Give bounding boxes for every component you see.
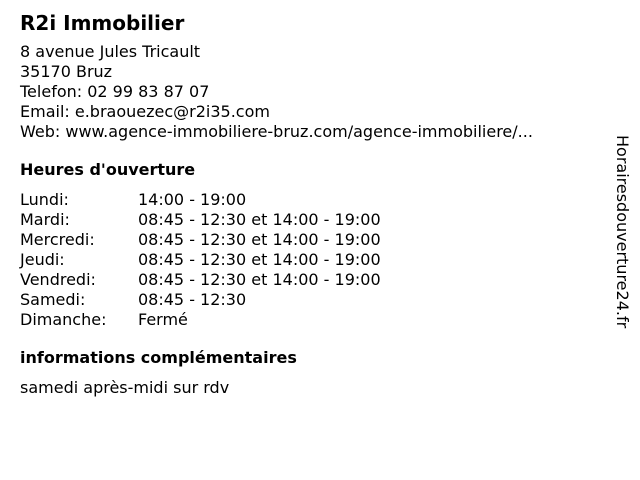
info-text: samedi après-midi sur rdv <box>20 378 230 397</box>
hours-row-tuesday <box>20 210 600 230</box>
phone-text: Telefon: 02 99 83 87 07 <box>20 82 210 101</box>
hours-row-wednesday <box>20 230 600 250</box>
email-text: Email: e.braouezec@r2i35.com <box>20 102 270 121</box>
hours-time: Fermé <box>138 310 188 329</box>
hours-day: Mercredi: <box>20 230 95 249</box>
hours-day: Samedi: <box>20 290 86 309</box>
hours-row-monday <box>20 190 600 210</box>
hours-day: Vendredi: <box>20 270 96 289</box>
business-name: R2i Immobilier <box>20 11 185 35</box>
hours-time: 08:45 - 12:30 et 14:00 - 19:00 <box>138 230 381 249</box>
hours-row-sunday <box>20 310 600 330</box>
website-text: Web: www.agence-immobiliere-bruz.com/agence-immobiliere/... <box>20 122 533 141</box>
hours-day: Dimanche: <box>20 310 107 329</box>
hours-day: Mardi: <box>20 210 70 229</box>
info-title: informations complémentaires <box>20 348 297 367</box>
hours-row-thursday <box>20 250 600 270</box>
hours-day: Jeudi: <box>20 250 65 269</box>
business-card <box>20 10 600 398</box>
hours-row-friday <box>20 270 600 290</box>
hours-day: Lundi: <box>20 190 69 209</box>
address-line-1: 8 avenue Jules Tricault <box>20 42 201 61</box>
address-line-2: 35170 Bruz <box>20 62 113 81</box>
hours-time: 08:45 - 12:30 et 14:00 - 19:00 <box>138 270 381 289</box>
hours-time: 08:45 - 12:30 et 14:00 - 19:00 <box>138 250 381 269</box>
hours-time: 08:45 - 12:30 et 14:00 - 19:00 <box>138 210 381 229</box>
hours-time: 08:45 - 12:30 <box>138 290 247 309</box>
side-brand-text: Horairesdouverture24.fr <box>613 135 632 329</box>
hours-time: 14:00 - 19:00 <box>138 190 247 209</box>
hours-row-saturday <box>20 290 600 310</box>
hours-title: Heures d'ouverture <box>20 160 196 179</box>
